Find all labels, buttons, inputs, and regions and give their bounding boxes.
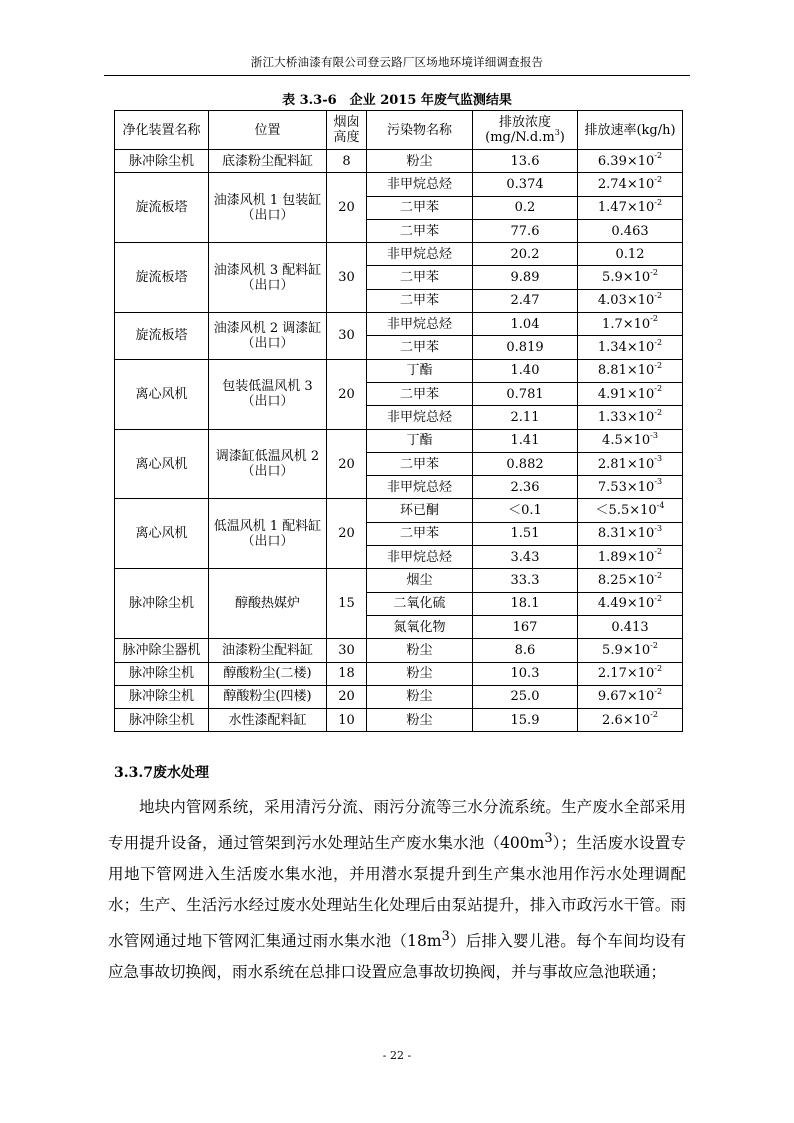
rate-base: 2.74×10 xyxy=(597,176,655,192)
cell-height: 10 xyxy=(327,709,367,732)
cell-height: 30 xyxy=(327,243,367,313)
rate-exponent: -2 xyxy=(650,710,658,720)
cell-concentration: 77.6 xyxy=(473,219,578,242)
rate-base: 1.7×10 xyxy=(602,316,651,332)
rate-exponent: -2 xyxy=(650,640,658,650)
table-row xyxy=(115,569,683,592)
cell-concentration: 0.2 xyxy=(473,196,578,219)
cell-rate xyxy=(578,382,683,405)
rate-base: 2.81×10 xyxy=(597,456,655,472)
header-height: 烟囱高度 xyxy=(327,111,367,150)
cell-concentration: 2.47 xyxy=(473,289,578,312)
cell-height: 20 xyxy=(327,173,367,243)
cell-device: 离心风机 xyxy=(115,359,209,429)
cell-pollutant: 粉尘 xyxy=(367,150,473,173)
cell-height: 18 xyxy=(327,662,367,685)
cell-pollutant: 非甲烷总烃 xyxy=(367,546,473,569)
rate-exponent: -2 xyxy=(654,291,663,301)
rate-exponent: -2 xyxy=(654,384,663,394)
cell-concentration: 1.51 xyxy=(473,522,578,545)
cell-rate xyxy=(578,662,683,685)
cell-rate xyxy=(578,313,683,336)
cell-concentration: 15.9 xyxy=(473,709,578,732)
cell-height: 30 xyxy=(327,639,367,662)
rate-exponent: -2 xyxy=(654,570,663,580)
rate-exponent: -2 xyxy=(654,174,663,184)
cell-rate xyxy=(578,336,683,359)
cell-height: 30 xyxy=(327,313,367,360)
cell-device: 旋流板塔 xyxy=(115,173,209,243)
cell-rate xyxy=(578,219,683,242)
cell-height: 20 xyxy=(327,429,367,499)
header-pollutant: 污染物名称 xyxy=(367,111,473,150)
rate-base: 4.03×10 xyxy=(597,293,655,309)
header-rule xyxy=(104,75,690,76)
cell-pollutant: 二甲苯 xyxy=(367,196,473,219)
rate-base: 8.25×10 xyxy=(597,572,655,588)
page-number: - 22 - xyxy=(382,1049,412,1062)
cell-pollutant: 二甲苯 xyxy=(367,382,473,405)
cell-pollutant: 粉尘 xyxy=(367,639,473,662)
rate-exponent: -2 xyxy=(654,663,663,673)
cell-pollutant: 丁酯 xyxy=(367,359,473,382)
cell-height: 15 xyxy=(327,569,367,639)
rate-exponent: -3 xyxy=(650,430,658,440)
cell-concentration: 0.781 xyxy=(473,382,578,405)
header-device: 净化装置名称 xyxy=(115,111,209,150)
cell-pollutant: 二甲苯 xyxy=(367,452,473,475)
cell-rate xyxy=(578,196,683,219)
rate-base: 5.9×10 xyxy=(602,642,651,658)
header-conc-label: 排放浓度 xyxy=(498,115,551,130)
cell-device: 离心风机 xyxy=(115,429,209,499)
rate-base: 1.34×10 xyxy=(597,340,655,356)
cell-device: 旋流板塔 xyxy=(115,243,209,313)
rate-exponent: -2 xyxy=(654,547,663,557)
header-rate: 排放速率(kg/h) xyxy=(578,111,683,150)
cell-pollutant: 丁酯 xyxy=(367,429,473,452)
rate-base: 6.39×10 xyxy=(597,153,655,169)
table-row xyxy=(115,173,683,196)
cell-location: 调漆缸低温风机 2（出口） xyxy=(209,429,327,499)
rate-exponent: -2 xyxy=(654,151,663,161)
table-row xyxy=(115,685,683,708)
rate-exponent: -2 xyxy=(650,267,658,277)
cell-concentration: 9.89 xyxy=(473,266,578,289)
cell-location: 低温风机 1 配料缸（出口） xyxy=(209,499,327,569)
cell-location: 底漆粉尘配料缸 xyxy=(209,150,327,173)
rate-base: 1.89×10 xyxy=(597,549,655,565)
cell-concentration: 2.36 xyxy=(473,476,578,499)
rate-base: 4.91×10 xyxy=(597,386,655,402)
rate-base: 0.463 xyxy=(611,223,649,239)
table-row xyxy=(115,359,683,382)
cell-rate xyxy=(578,476,683,499)
rate-base: 9.67×10 xyxy=(597,689,655,705)
table-header-row xyxy=(115,111,683,150)
cell-concentration: ＜0.1 xyxy=(473,499,578,522)
cell-rate xyxy=(578,709,683,732)
cell-rate xyxy=(578,499,683,522)
cell-rate xyxy=(578,546,683,569)
cell-concentration: 10.3 xyxy=(473,662,578,685)
section-title: 3.3.7废水处理 xyxy=(114,765,209,781)
rate-base: 4.5×10 xyxy=(602,433,651,449)
cell-pollutant: 二氧化硫 xyxy=(367,592,473,615)
table-row xyxy=(115,709,683,732)
emission-table xyxy=(114,110,683,732)
table-row xyxy=(115,499,683,522)
cell-device: 旋流板塔 xyxy=(115,313,209,360)
cell-location: 醇酸粉尘(四楼) xyxy=(209,685,327,708)
rate-exponent: -2 xyxy=(654,360,663,370)
cell-pollutant: 二甲苯 xyxy=(367,266,473,289)
rate-base: 8.31×10 xyxy=(597,526,655,542)
table-row xyxy=(115,662,683,685)
cell-pollutant: 二甲苯 xyxy=(367,219,473,242)
cell-concentration: 13.6 xyxy=(473,150,578,173)
cell-pollutant: 非甲烷总烃 xyxy=(367,476,473,499)
cell-device: 脉冲除尘机 xyxy=(115,662,209,685)
rate-base: 0.12 xyxy=(615,246,645,262)
cell-concentration: 1.40 xyxy=(473,359,578,382)
header-location: 位置 xyxy=(209,111,327,150)
rate-exponent: -2 xyxy=(654,593,663,603)
cell-location: 油漆粉尘配料缸 xyxy=(209,639,327,662)
table-body xyxy=(115,150,683,732)
cell-device: 脉冲除尘机 xyxy=(115,709,209,732)
cell-pollutant: 非甲烷总烃 xyxy=(367,313,473,336)
cell-concentration: 8.6 xyxy=(473,639,578,662)
cell-height: 8 xyxy=(327,150,367,173)
rate-base: 1.47×10 xyxy=(597,200,655,216)
cell-rate xyxy=(578,150,683,173)
table-row xyxy=(115,639,683,662)
cell-pollutant: 粉尘 xyxy=(367,685,473,708)
cell-rate xyxy=(578,592,683,615)
rate-base: ＜5.5×10 xyxy=(595,503,657,519)
cell-rate xyxy=(578,266,683,289)
cell-location: 醇酸热媒炉 xyxy=(209,569,327,639)
cell-device: 脉冲除尘机 xyxy=(115,150,209,173)
table-row xyxy=(115,150,683,173)
cell-rate xyxy=(578,452,683,475)
cell-pollutant: 非甲烷总烃 xyxy=(367,243,473,266)
table-row xyxy=(115,243,683,266)
cell-concentration: 25.0 xyxy=(473,685,578,708)
cell-location: 水性漆配料缸 xyxy=(209,709,327,732)
cell-pollutant: 非甲烷总烃 xyxy=(367,406,473,429)
cell-pollutant: 氮氧化物 xyxy=(367,615,473,638)
cell-concentration: 2.11 xyxy=(473,406,578,429)
running-header: 浙江大桥油漆有限公司登云路厂区场地环境详细调查报告 xyxy=(250,55,544,69)
rate-exponent: -2 xyxy=(654,197,663,207)
rate-base: 7.53×10 xyxy=(597,479,655,495)
rate-exponent: -2 xyxy=(654,337,663,347)
cell-concentration: 33.3 xyxy=(473,569,578,592)
cell-concentration: 0.819 xyxy=(473,336,578,359)
cell-pollutant: 粉尘 xyxy=(367,709,473,732)
cell-rate xyxy=(578,359,683,382)
cell-pollutant: 二甲苯 xyxy=(367,336,473,359)
cell-rate xyxy=(578,639,683,662)
cell-rate xyxy=(578,243,683,266)
cell-pollutant: 二甲苯 xyxy=(367,289,473,312)
cell-concentration: 0.374 xyxy=(473,173,578,196)
cell-pollutant: 粉尘 xyxy=(367,662,473,685)
cell-device: 脉冲除尘器机 xyxy=(115,639,209,662)
rate-base: 2.6×10 xyxy=(602,712,651,728)
cell-height: 20 xyxy=(327,685,367,708)
cell-rate xyxy=(578,406,683,429)
cell-height: 20 xyxy=(327,359,367,429)
rate-base: 0.413 xyxy=(611,619,649,635)
rate-exponent: -3 xyxy=(654,477,663,487)
body-paragraph: 地块内管网系统，采用清污分流、雨污分流等三水分流系统。生产废水全部采用专用提升设备，通过管架到污水处理站生产废水集水池$(400m^3)$；生活废水设置专用地下管网进入生活废水集水池，并用潜水泵提升到生产集水池用作污水处理调配水；生产、生活污水经过废水处理站生化处理后由泵站提升，排入市政污水干管。雨水管网通过地下管网汇集通过雨水集水池$(18m^3)$后排入婴儿港。每个车间均设有应急事故切换阀，雨水系统在总排口设置应急事故切换阀，并与事故应急池联通； xyxy=(108,798,686,982)
rate-exponent: -3 xyxy=(654,524,663,534)
table-row xyxy=(115,313,683,336)
cell-rate xyxy=(578,615,683,638)
cell-pollutant: 二甲苯 xyxy=(367,522,473,545)
cell-rate xyxy=(578,429,683,452)
cell-pollutant: 烟尘 xyxy=(367,569,473,592)
cell-concentration: 3.43 xyxy=(473,546,578,569)
cell-concentration: 20.2 xyxy=(473,243,578,266)
header-conc-unit: $(mg/N.d.m^3)$ xyxy=(485,127,565,145)
cell-device: 离心风机 xyxy=(115,499,209,569)
cell-pollutant: 环已酮 xyxy=(367,499,473,522)
cell-concentration: 167 xyxy=(473,615,578,638)
rate-exponent: -3 xyxy=(654,454,663,464)
header-concentration xyxy=(473,111,578,150)
cell-location: 包装低温风机 3（出口） xyxy=(209,359,327,429)
table-row xyxy=(115,429,683,452)
rate-base: 1.33×10 xyxy=(597,409,655,425)
rate-base: 8.81×10 xyxy=(597,363,655,379)
cell-rate xyxy=(578,685,683,708)
rate-base: 2.17×10 xyxy=(597,666,655,682)
cell-rate xyxy=(578,289,683,312)
cell-concentration: 1.41 xyxy=(473,429,578,452)
cell-height: 20 xyxy=(327,499,367,569)
rate-exponent: -4 xyxy=(656,500,665,510)
cell-location: 油漆风机 1 包装缸（出口） xyxy=(209,173,327,243)
rate-exponent: -2 xyxy=(650,314,658,324)
cell-concentration: 0.882 xyxy=(473,452,578,475)
cell-device: 脉冲除尘机 xyxy=(115,569,209,639)
cell-concentration: 1.04 xyxy=(473,313,578,336)
cell-rate xyxy=(578,173,683,196)
rate-base: 5.9×10 xyxy=(602,270,651,286)
table-caption: 表 3.3-6 企业 2015 年废气监测结果 xyxy=(282,93,512,108)
rate-exponent: -2 xyxy=(654,407,663,417)
rate-exponent: -2 xyxy=(654,687,663,697)
cell-location: 油漆风机 3 配料缸（出口） xyxy=(209,243,327,313)
cell-location: 醇酸粉尘(二楼) xyxy=(209,662,327,685)
cell-rate xyxy=(578,569,683,592)
cell-device: 脉冲除尘机 xyxy=(115,685,209,708)
cell-location: 油漆风机 2 调漆缸（出口） xyxy=(209,313,327,360)
rate-base: 4.49×10 xyxy=(597,596,655,612)
cell-pollutant: 非甲烷总烃 xyxy=(367,173,473,196)
cell-concentration: 18.1 xyxy=(473,592,578,615)
cell-rate xyxy=(578,522,683,545)
